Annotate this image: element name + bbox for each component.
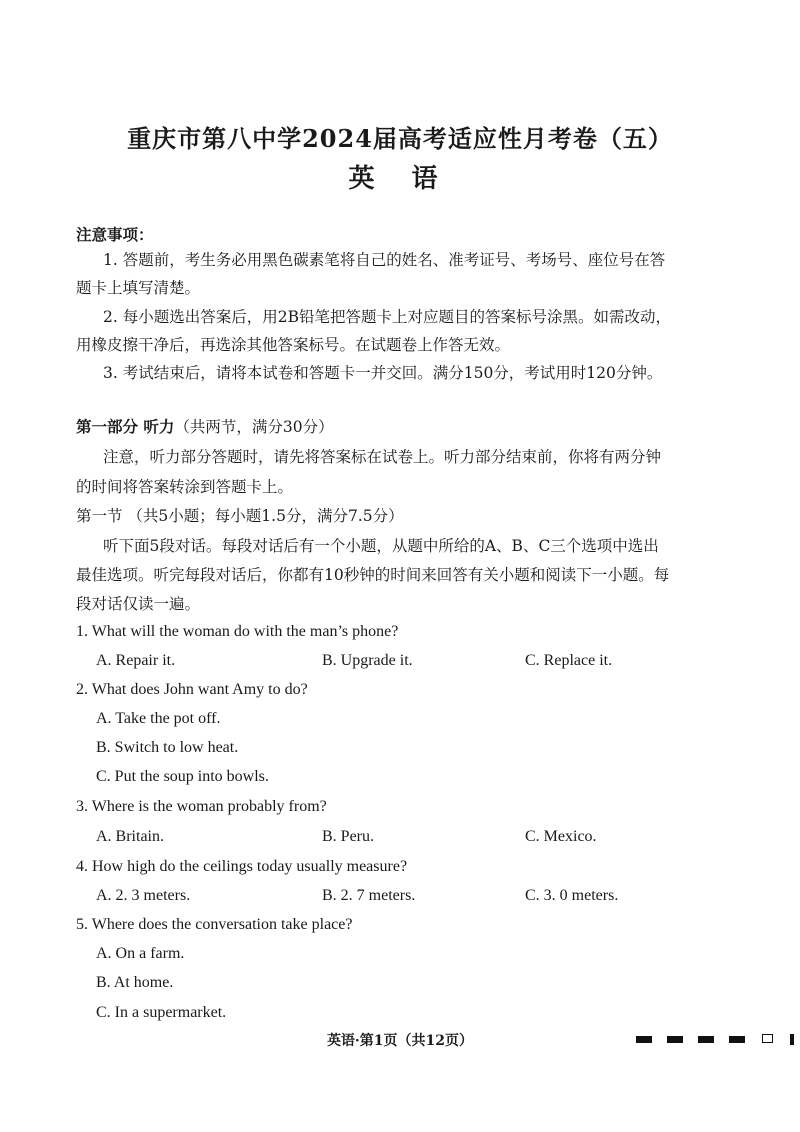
option-c: C. Mexico. bbox=[525, 828, 597, 845]
listening-note-cont: 的时间将答案转涂到答题卡上。 bbox=[76, 478, 294, 496]
option-a: A. On a farm. bbox=[96, 945, 185, 962]
subject-title: 英 语 bbox=[348, 164, 452, 194]
scan-mark-bar bbox=[790, 1034, 794, 1045]
option-b: B. Peru. bbox=[322, 828, 374, 845]
part1-score-note: （共两节，满分30分） bbox=[174, 418, 334, 436]
option-c: C. In a supermarket. bbox=[96, 1004, 227, 1021]
section1-instructions-cont: 最佳选项。听完每段对话后，你都有10秒钟的时间来回答有关小题和阅读下一小题。每 bbox=[76, 566, 670, 584]
scan-mark bbox=[636, 1036, 652, 1043]
question-stem: 1. What will the woman do with the man’s phone? bbox=[76, 623, 399, 640]
scan-mark bbox=[667, 1036, 683, 1043]
notice-item-1: 1. 答题前，考生务必用黑色碳素笔将自己的姓名、准考证号、考场号、座位号在答 bbox=[103, 251, 666, 269]
notice-item-3: 3. 考试结束后，请将本试卷和答题卡一并交回。满分150分，考试用时120分钟。 bbox=[103, 364, 663, 382]
exam-title: 重庆市第八中学2024届高考适应性月考卷（五） bbox=[127, 124, 673, 153]
option-a: A. Britain. bbox=[96, 828, 164, 845]
section1-heading: 第一节 （共5小题；每小题1.5分，满分7.5分） bbox=[76, 507, 404, 525]
page-footer: 英语·第1页（共12页） bbox=[326, 1033, 474, 1049]
notice-item-2-cont: 用橡皮擦干净后，再选涂其他答案标号。在试题卷上作答无效。 bbox=[76, 336, 511, 354]
question-stem: 3. Where is the woman probably from? bbox=[76, 798, 327, 815]
scan-mark bbox=[729, 1036, 745, 1043]
option-a: A. 2. 3 meters. bbox=[96, 887, 191, 904]
option-a: A. Repair it. bbox=[96, 652, 176, 669]
option-b: B. 2. 7 meters. bbox=[322, 887, 416, 904]
question-stem: 5. Where does the conversation take place? bbox=[76, 916, 353, 933]
option-c: C. Replace it. bbox=[525, 652, 613, 669]
option-b: B. At home. bbox=[96, 974, 174, 991]
part1-title: 第一部分 听力 bbox=[76, 417, 175, 436]
section1-instructions: 听下面5段对话。每段对话后有一个小题，从题中所给的A、B、C三个选项中选出 bbox=[103, 537, 659, 555]
part1-heading bbox=[76, 416, 334, 438]
option-b: B. Upgrade it. bbox=[322, 652, 413, 669]
scan-mark-hollow bbox=[762, 1034, 773, 1043]
option-c: C. Put the soup into bowls. bbox=[96, 768, 269, 785]
notice-heading: 注意事项： bbox=[76, 225, 154, 244]
question-stem: 4. How high do the ceilings today usually measure? bbox=[76, 858, 408, 875]
notice-item-2: 2. 每小题选出答案后，用2B铅笔把答题卡上对应题目的答案标号涂黑。如需改动， bbox=[103, 308, 671, 326]
option-b: B. Switch to low heat. bbox=[96, 739, 239, 756]
question-stem: 2. What does John want Amy to do? bbox=[76, 681, 308, 698]
option-c: C. 3. 0 meters. bbox=[525, 887, 619, 904]
scan-marks bbox=[636, 1034, 796, 1046]
section1-instructions-end: 段对话仅读一遍。 bbox=[76, 595, 201, 613]
option-a: A. Take the pot off. bbox=[96, 710, 221, 727]
scan-mark bbox=[698, 1036, 714, 1043]
notice-item-1-cont: 题卡上填写清楚。 bbox=[76, 279, 201, 297]
listening-note: 注意，听力部分答题时，请先将答案标在试卷上。听力部分结束前，你将有两分钟 bbox=[103, 448, 662, 466]
